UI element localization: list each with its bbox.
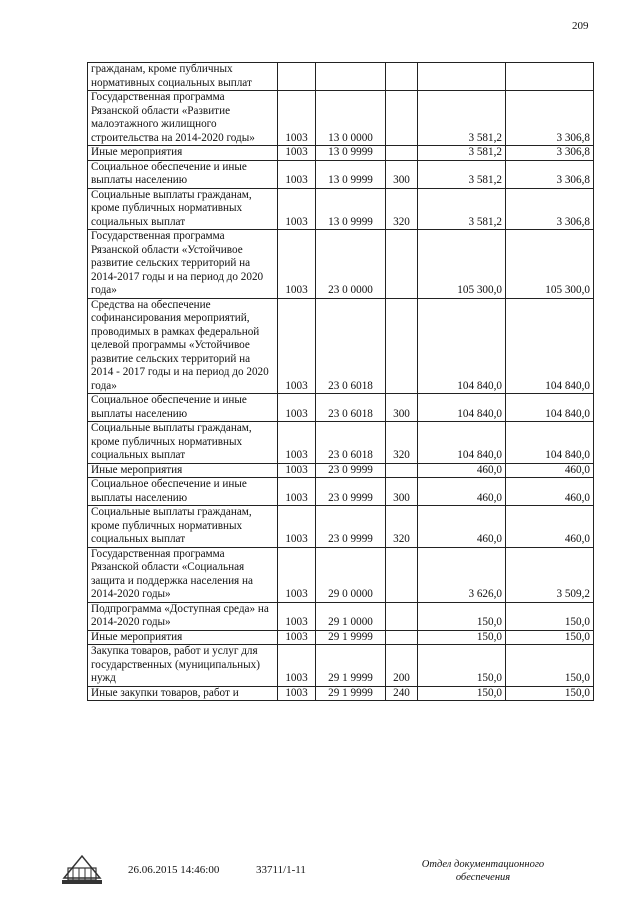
row-expense-type-cell (386, 230, 418, 299)
row-target-cell: 29 0 0000 (316, 547, 386, 602)
row-amount-1-cell: 150,0 (418, 602, 506, 630)
row-name-cell: Государственная программа Рязанской области «Социальная защита и поддержка населения на 2014-2020 годы» (88, 547, 278, 602)
row-amount-2-cell: 150,0 (506, 645, 594, 687)
table-row (88, 298, 594, 394)
row-name-cell: Социальные выплаты гражданам, кроме публичных нормативных социальных выплат (88, 506, 278, 548)
row-target-cell: 23 0 9999 (316, 506, 386, 548)
row-section-cell: 1003 (278, 394, 316, 422)
footer-document-code: 33711/1-11 (256, 864, 306, 876)
row-name-cell: Социальные выплаты гражданам, кроме публичных нормативных социальных выплат (88, 188, 278, 230)
row-expense-type-cell (386, 630, 418, 645)
row-target-cell: 29 1 9999 (316, 630, 386, 645)
row-amount-1-cell: 3 581,2 (418, 188, 506, 230)
row-expense-type-cell (386, 63, 418, 91)
row-target-cell: 29 1 9999 (316, 686, 386, 701)
row-amount-1-cell: 104 840,0 (418, 422, 506, 464)
row-section-cell: 1003 (278, 160, 316, 188)
row-amount-1-cell: 104 840,0 (418, 394, 506, 422)
row-amount-2-cell: 150,0 (506, 630, 594, 645)
table-row (88, 630, 594, 645)
row-amount-2-cell: 3 306,8 (506, 146, 594, 161)
row-amount-2-cell: 3 306,8 (506, 160, 594, 188)
row-section-cell: 1003 (278, 686, 316, 701)
row-amount-1-cell: 460,0 (418, 478, 506, 506)
table-row (88, 547, 594, 602)
row-name-cell: Подпрограмма «Доступная среда» на 2014-2020 годы» (88, 602, 278, 630)
row-expense-type-cell: 200 (386, 645, 418, 687)
table-row (88, 146, 594, 161)
row-section-cell: 1003 (278, 547, 316, 602)
row-expense-type-cell (386, 146, 418, 161)
row-target-cell: 13 0 9999 (316, 160, 386, 188)
row-expense-type-cell (386, 91, 418, 146)
footer-department-line2: обеспечения (455, 872, 511, 883)
row-amount-2-cell: 460,0 (506, 463, 594, 478)
row-amount-2-cell: 3 509,2 (506, 547, 594, 602)
row-target-cell: 23 0 9999 (316, 463, 386, 478)
row-target-cell: 29 1 0000 (316, 602, 386, 630)
table-row (88, 645, 594, 687)
row-expense-type-cell: 300 (386, 394, 418, 422)
table-row (88, 230, 594, 299)
row-expense-type-cell (386, 602, 418, 630)
row-amount-2-cell: 3 306,8 (506, 188, 594, 230)
row-amount-1-cell: 460,0 (418, 506, 506, 548)
row-name-cell: Закупка товаров, работ и услуг для государственных (муниципальных) нужд (88, 645, 278, 687)
row-name-cell: Средства на обеспечение софинансирования мероприятий, проводимых в рамках федеральной целевой программы «Устойчивое развитие сельских территорий на 2014 - 2017 годы и на период до 2020 года» (88, 298, 278, 394)
row-section-cell: 1003 (278, 645, 316, 687)
row-amount-1-cell: 3 581,2 (418, 91, 506, 146)
table-row (88, 463, 594, 478)
row-expense-type-cell: 240 (386, 686, 418, 701)
row-amount-2-cell: 460,0 (506, 478, 594, 506)
row-expense-type-cell: 320 (386, 506, 418, 548)
row-expense-type-cell (386, 463, 418, 478)
row-amount-1-cell (418, 63, 506, 91)
row-amount-2-cell: 104 840,0 (506, 298, 594, 394)
row-amount-2-cell: 104 840,0 (506, 422, 594, 464)
duma-logo (58, 848, 106, 888)
row-target-cell (316, 63, 386, 91)
footer-department (418, 858, 548, 884)
row-section-cell: 1003 (278, 602, 316, 630)
row-section-cell: 1003 (278, 478, 316, 506)
row-section-cell: 1003 (278, 188, 316, 230)
table-row (88, 63, 594, 91)
row-target-cell: 23 0 6018 (316, 422, 386, 464)
row-target-cell: 13 0 9999 (316, 146, 386, 161)
table-row (88, 394, 594, 422)
row-name-cell: Социальные выплаты гражданам, кроме публичных нормативных социальных выплат (88, 422, 278, 464)
row-section-cell: 1003 (278, 630, 316, 645)
row-target-cell: 23 0 0000 (316, 230, 386, 299)
table-row (88, 188, 594, 230)
row-name-cell: Социальное обеспечение и иные выплаты населению (88, 160, 278, 188)
footer-timestamp: 26.06.2015 14:46:00 (128, 864, 220, 876)
row-target-cell: 29 1 9999 (316, 645, 386, 687)
row-amount-2-cell (506, 63, 594, 91)
row-section-cell: 1003 (278, 91, 316, 146)
row-target-cell: 23 0 9999 (316, 478, 386, 506)
row-amount-1-cell: 150,0 (418, 686, 506, 701)
row-amount-2-cell: 460,0 (506, 506, 594, 548)
table-row (88, 422, 594, 464)
row-name-cell: Иные мероприятия (88, 630, 278, 645)
table-row (88, 602, 594, 630)
row-amount-1-cell: 150,0 (418, 645, 506, 687)
row-amount-1-cell: 3 581,2 (418, 146, 506, 161)
row-amount-1-cell: 150,0 (418, 630, 506, 645)
row-amount-1-cell: 104 840,0 (418, 298, 506, 394)
row-target-cell: 13 0 9999 (316, 188, 386, 230)
row-name-cell: Социальное обеспечение и иные выплаты населению (88, 394, 278, 422)
row-amount-2-cell: 104 840,0 (506, 394, 594, 422)
row-amount-1-cell: 3 581,2 (418, 160, 506, 188)
row-section-cell: 1003 (278, 298, 316, 394)
row-amount-1-cell: 105 300,0 (418, 230, 506, 299)
row-target-cell: 23 0 6018 (316, 298, 386, 394)
row-amount-2-cell: 150,0 (506, 602, 594, 630)
row-name-cell: Государственная программа Рязанской области «Развитие малоэтажного жилищного строительства на 2014-2020 годы» (88, 91, 278, 146)
row-name-cell: Иные закупки товаров, работ и (88, 686, 278, 701)
table-row (88, 686, 594, 701)
row-name-cell: Социальное обеспечение и иные выплаты населению (88, 478, 278, 506)
row-amount-2-cell: 105 300,0 (506, 230, 594, 299)
table-row (88, 478, 594, 506)
row-section-cell: 1003 (278, 230, 316, 299)
row-name-cell: гражданам, кроме публичных нормативных социальных выплат (88, 63, 278, 91)
row-amount-2-cell: 3 306,8 (506, 91, 594, 146)
table-row (88, 160, 594, 188)
row-section-cell: 1003 (278, 463, 316, 478)
row-expense-type-cell: 320 (386, 422, 418, 464)
table-row (88, 91, 594, 146)
row-name-cell: Иные мероприятия (88, 146, 278, 161)
row-expense-type-cell: 300 (386, 160, 418, 188)
row-amount-1-cell: 3 626,0 (418, 547, 506, 602)
budget-table (87, 62, 594, 701)
row-name-cell: Государственная программа Рязанской области «Устойчивое развитие сельских территорий на 2014-2017 годы и на период до 2020 года» (88, 230, 278, 299)
row-section-cell (278, 63, 316, 91)
row-expense-type-cell (386, 298, 418, 394)
row-target-cell: 23 0 6018 (316, 394, 386, 422)
budget-table-body (88, 63, 594, 701)
footer-department-line1: Отдел документационного (421, 859, 545, 870)
row-expense-type-cell: 320 (386, 188, 418, 230)
row-section-cell: 1003 (278, 422, 316, 464)
row-name-cell: Иные мероприятия (88, 463, 278, 478)
row-expense-type-cell (386, 547, 418, 602)
row-section-cell: 1003 (278, 506, 316, 548)
row-target-cell: 13 0 0000 (316, 91, 386, 146)
row-amount-1-cell: 460,0 (418, 463, 506, 478)
page-number: 209 (572, 20, 589, 32)
table-row (88, 506, 594, 548)
row-section-cell: 1003 (278, 146, 316, 161)
row-expense-type-cell: 300 (386, 478, 418, 506)
row-amount-2-cell: 150,0 (506, 686, 594, 701)
